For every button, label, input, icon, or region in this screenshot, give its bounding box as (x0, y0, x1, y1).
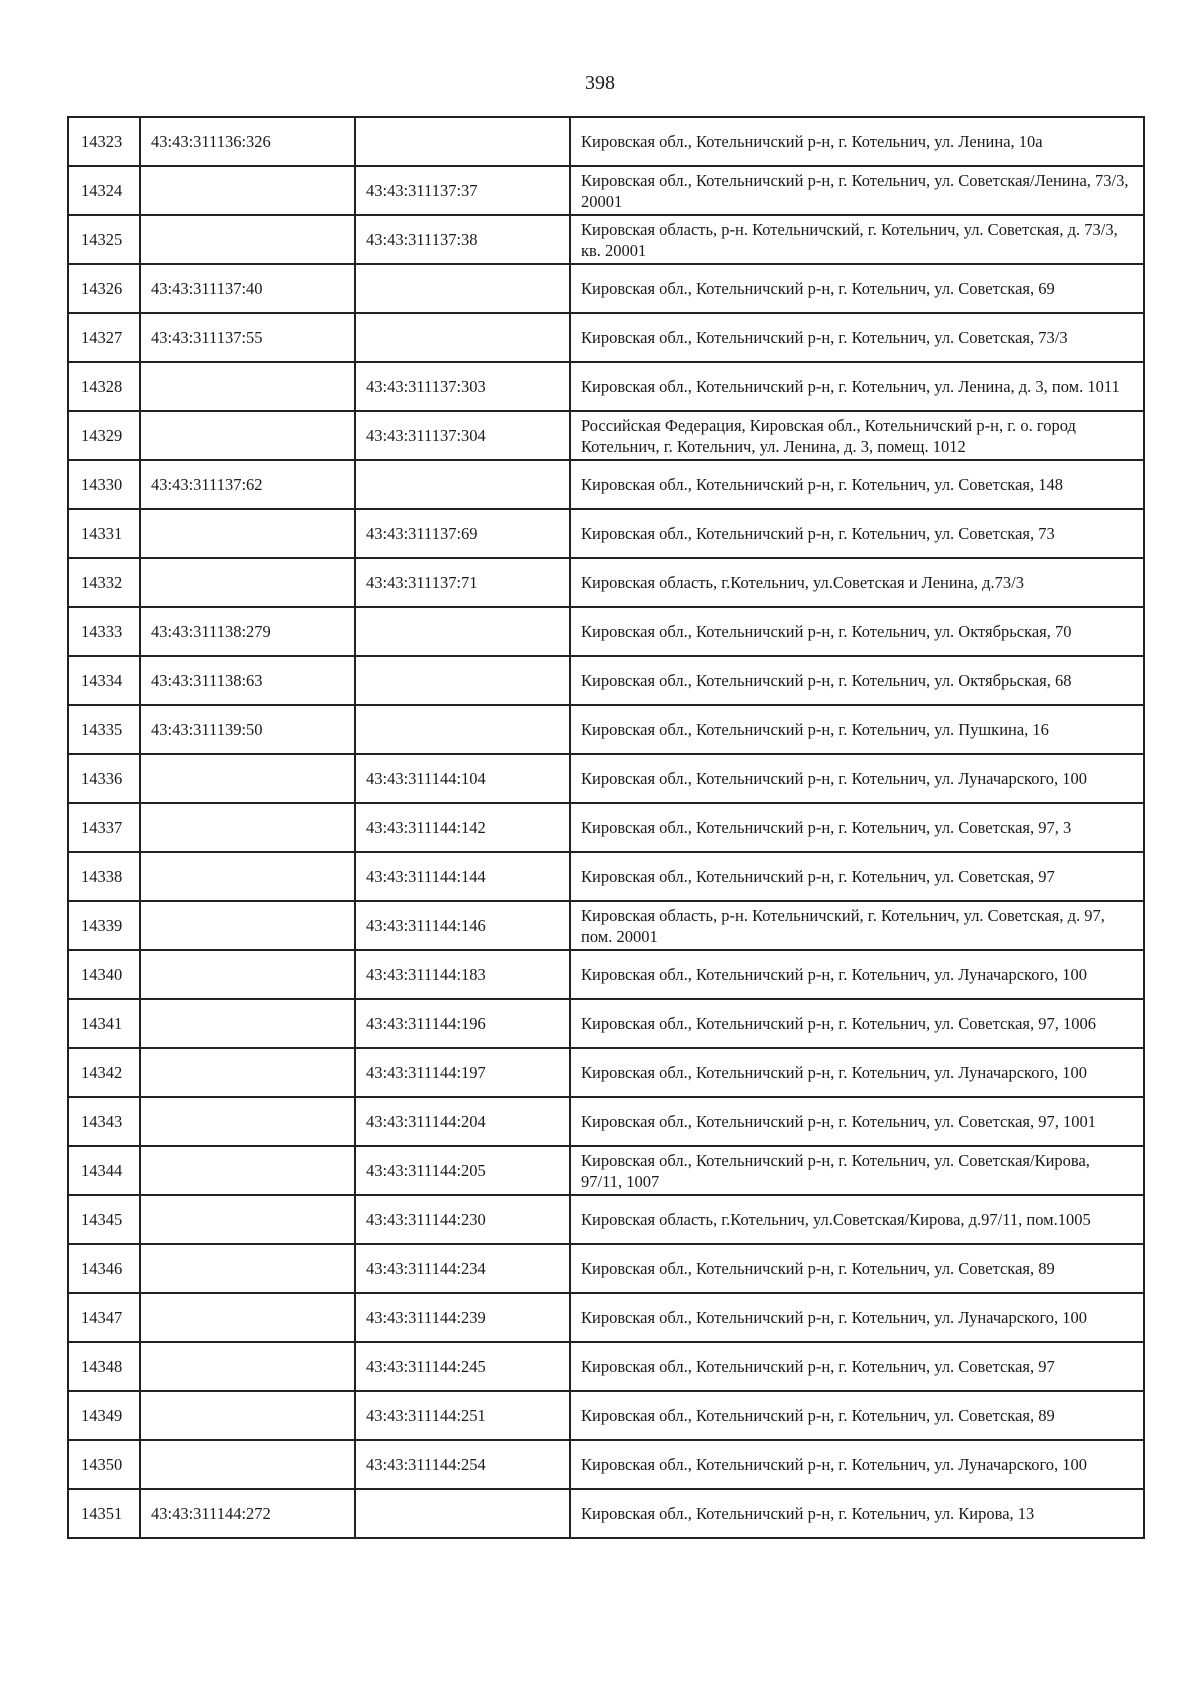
table-row (68, 852, 1144, 901)
row-number-cell: 14349 (68, 1391, 140, 1440)
row-number-cell: 14336 (68, 754, 140, 803)
row-number-cell: 14338 (68, 852, 140, 901)
address-cell: Кировская обл., Котельничский р-н, г. Котельнич, ул. Кирова, 13 (570, 1489, 1144, 1538)
address-cell: Кировская область, р-н. Котельничский, г. Котельнич, ул. Советская, д. 97, пом. 20001 (570, 901, 1144, 950)
address-cell: Кировская обл., Котельничский р-н, г. Котельнич, ул. Советская, 97, 1006 (570, 999, 1144, 1048)
address-cell: Кировская обл., Котельничский р-н, г. Котельнич, ул. Луначарского, 100 (570, 1440, 1144, 1489)
cadastral-number-cell: 43:43:311138:279 (140, 607, 355, 656)
related-cadastral-number-cell: 43:43:311144:196 (355, 999, 570, 1048)
cadastral-number-cell (140, 362, 355, 411)
cadastral-number-cell (140, 1146, 355, 1195)
related-cadastral-number-cell (355, 1489, 570, 1538)
address-cell: Кировская обл., Котельничский р-н, г. Котельнич, ул. Советская, 73 (570, 509, 1144, 558)
cadastral-number-cell (140, 901, 355, 950)
cadastral-number-cell: 43:43:311136:326 (140, 117, 355, 166)
table-row (68, 264, 1144, 313)
table-row (68, 607, 1144, 656)
row-number-cell: 14348 (68, 1342, 140, 1391)
related-cadastral-number-cell: 43:43:311137:38 (355, 215, 570, 264)
cadastral-number-cell (140, 950, 355, 999)
related-cadastral-number-cell: 43:43:311137:71 (355, 558, 570, 607)
cadastral-number-cell (140, 803, 355, 852)
related-cadastral-number-cell: 43:43:311144:239 (355, 1293, 570, 1342)
cadastral-number-cell: 43:43:311138:63 (140, 656, 355, 705)
table-row (68, 754, 1144, 803)
address-cell: Кировская обл., Котельничский р-н, г. Котельнич, ул. Пушкина, 16 (570, 705, 1144, 754)
address-cell: Кировская обл., Котельничский р-н, г. Котельнич, ул. Октябрьская, 70 (570, 607, 1144, 656)
table-row (68, 1293, 1144, 1342)
address-cell: Кировская обл., Котельничский р-н, г. Котельнич, ул. Луначарского, 100 (570, 950, 1144, 999)
related-cadastral-number-cell (355, 313, 570, 362)
address-cell: Кировская обл., Котельничский р-н, г. Котельнич, ул. Советская/Ленина, 73/3, 20001 (570, 166, 1144, 215)
address-cell: Кировская обл., Котельничский р-н, г. Котельнич, ул. Луначарского, 100 (570, 1048, 1144, 1097)
cadastral-number-cell (140, 1048, 355, 1097)
address-cell: Кировская область, г.Котельнич, ул.Советская и Ленина, д.73/3 (570, 558, 1144, 607)
row-number-cell: 14329 (68, 411, 140, 460)
row-number-cell: 14344 (68, 1146, 140, 1195)
row-number-cell: 14345 (68, 1195, 140, 1244)
cadastral-number-cell (140, 1244, 355, 1293)
table-row (68, 705, 1144, 754)
table-row (68, 411, 1144, 460)
row-number-cell: 14327 (68, 313, 140, 362)
address-cell: Кировская область, р-н. Котельничский, г. Котельнич, ул. Советская, д. 73/3, кв. 20001 (570, 215, 1144, 264)
cadastral-number-cell (140, 411, 355, 460)
row-number-cell: 14324 (68, 166, 140, 215)
related-cadastral-number-cell: 43:43:311144:251 (355, 1391, 570, 1440)
cadastral-number-cell (140, 1342, 355, 1391)
address-cell: Кировская обл., Котельничский р-н, г. Котельнич, ул. Октябрьская, 68 (570, 656, 1144, 705)
address-cell: Кировская обл., Котельничский р-н, г. Котельнич, ул. Советская, 148 (570, 460, 1144, 509)
row-number-cell: 14350 (68, 1440, 140, 1489)
row-number-cell: 14323 (68, 117, 140, 166)
cadastral-number-cell: 43:43:311137:62 (140, 460, 355, 509)
row-number-cell: 14328 (68, 362, 140, 411)
row-number-cell: 14325 (68, 215, 140, 264)
cadastral-number-cell (140, 999, 355, 1048)
related-cadastral-number-cell: 43:43:311144:197 (355, 1048, 570, 1097)
table-row (68, 1195, 1144, 1244)
row-number-cell: 14326 (68, 264, 140, 313)
address-cell: Кировская обл., Котельничский р-н, г. Котельнич, ул. Луначарского, 100 (570, 754, 1144, 803)
cadastral-number-cell (140, 558, 355, 607)
table-row (68, 803, 1144, 852)
page-number: 398 (585, 72, 615, 94)
related-cadastral-number-cell: 43:43:311137:303 (355, 362, 570, 411)
row-number-cell: 14337 (68, 803, 140, 852)
cadastral-number-cell: 43:43:311137:40 (140, 264, 355, 313)
table-row (68, 999, 1144, 1048)
table-row (68, 509, 1144, 558)
row-number-cell: 14332 (68, 558, 140, 607)
address-cell: Кировская обл., Котельничский р-н, г. Котельнич, ул. Советская, 69 (570, 264, 1144, 313)
related-cadastral-number-cell: 43:43:311144:245 (355, 1342, 570, 1391)
cadastral-number-cell (140, 1195, 355, 1244)
address-cell: Кировская обл., Котельничский р-н, г. Котельнич, ул. Советская, 97 (570, 852, 1144, 901)
table-row (68, 166, 1144, 215)
row-number-cell: 14346 (68, 1244, 140, 1293)
related-cadastral-number-cell: 43:43:311144:183 (355, 950, 570, 999)
row-number-cell: 14342 (68, 1048, 140, 1097)
related-cadastral-number-cell (355, 705, 570, 754)
address-cell: Кировская обл., Котельничский р-н, г. Котельнич, ул. Советская, 97, 1001 (570, 1097, 1144, 1146)
table-row (68, 1146, 1144, 1195)
related-cadastral-number-cell: 43:43:311144:146 (355, 901, 570, 950)
related-cadastral-number-cell: 43:43:311144:205 (355, 1146, 570, 1195)
table-row (68, 1489, 1144, 1538)
related-cadastral-number-cell (355, 607, 570, 656)
row-number-cell: 14330 (68, 460, 140, 509)
address-cell: Кировская обл., Котельничский р-н, г. Котельнич, ул. Советская, 73/3 (570, 313, 1144, 362)
related-cadastral-number-cell: 43:43:311144:144 (355, 852, 570, 901)
address-cell: Кировская обл., Котельничский р-н, г. Котельнич, ул. Советская, 97 (570, 1342, 1144, 1391)
table-row (68, 950, 1144, 999)
registry-table-body (68, 117, 1144, 1538)
address-cell: Российская Федерация, Кировская обл., Котельничский р-н, г. о. город Котельнич, г. Котельнич, ул. Ленина, д. 3, помещ. 1012 (570, 411, 1144, 460)
address-cell: Кировская обл., Котельничский р-н, г. Котельнич, ул. Ленина, д. 3, пом. 1011 (570, 362, 1144, 411)
registry-table (67, 116, 1145, 1539)
table-row (68, 1244, 1144, 1293)
related-cadastral-number-cell (355, 656, 570, 705)
related-cadastral-number-cell: 43:43:311137:69 (355, 509, 570, 558)
related-cadastral-number-cell (355, 460, 570, 509)
related-cadastral-number-cell: 43:43:311144:234 (355, 1244, 570, 1293)
table-row (68, 362, 1144, 411)
table-row (68, 215, 1144, 264)
cadastral-number-cell (140, 1097, 355, 1146)
row-number-cell: 14331 (68, 509, 140, 558)
row-number-cell: 14339 (68, 901, 140, 950)
table-row (68, 1048, 1144, 1097)
table-row (68, 656, 1144, 705)
cadastral-number-cell (140, 852, 355, 901)
table-row (68, 117, 1144, 166)
cadastral-number-cell (140, 166, 355, 215)
address-cell: Кировская обл., Котельничский р-н, г. Котельнич, ул. Советская, 97, 3 (570, 803, 1144, 852)
table-row (68, 1440, 1144, 1489)
address-cell: Кировская обл., Котельничский р-н, г. Котельнич, ул. Советская/Кирова, 97/11, 1007 (570, 1146, 1144, 1195)
cadastral-number-cell: 43:43:311144:272 (140, 1489, 355, 1538)
cadastral-number-cell: 43:43:311137:55 (140, 313, 355, 362)
row-number-cell: 14335 (68, 705, 140, 754)
cadastral-number-cell (140, 754, 355, 803)
address-cell: Кировская обл., Котельничский р-н, г. Котельнич, ул. Луначарского, 100 (570, 1293, 1144, 1342)
address-cell: Кировская обл., Котельничский р-н, г. Котельнич, ул. Советская, 89 (570, 1391, 1144, 1440)
table-row (68, 313, 1144, 362)
table-row (68, 1391, 1144, 1440)
address-cell: Кировская обл., Котельничский р-н, г. Котельнич, ул. Советская, 89 (570, 1244, 1144, 1293)
table-row (68, 460, 1144, 509)
cadastral-number-cell: 43:43:311139:50 (140, 705, 355, 754)
cadastral-number-cell (140, 1440, 355, 1489)
address-cell: Кировская обл., Котельничский р-н, г. Котельнич, ул. Ленина, 10а (570, 117, 1144, 166)
cadastral-number-cell (140, 1293, 355, 1342)
row-number-cell: 14334 (68, 656, 140, 705)
row-number-cell: 14333 (68, 607, 140, 656)
related-cadastral-number-cell (355, 117, 570, 166)
related-cadastral-number-cell: 43:43:311144:104 (355, 754, 570, 803)
related-cadastral-number-cell: 43:43:311144:142 (355, 803, 570, 852)
table-row (68, 1342, 1144, 1391)
row-number-cell: 14341 (68, 999, 140, 1048)
row-number-cell: 14343 (68, 1097, 140, 1146)
related-cadastral-number-cell (355, 264, 570, 313)
cadastral-number-cell (140, 1391, 355, 1440)
row-number-cell: 14347 (68, 1293, 140, 1342)
related-cadastral-number-cell: 43:43:311144:204 (355, 1097, 570, 1146)
row-number-cell: 14351 (68, 1489, 140, 1538)
related-cadastral-number-cell: 43:43:311137:37 (355, 166, 570, 215)
related-cadastral-number-cell: 43:43:311137:304 (355, 411, 570, 460)
address-cell: Кировская область, г.Котельнич, ул.Советская/Кирова, д.97/11, пом.1005 (570, 1195, 1144, 1244)
table-row (68, 901, 1144, 950)
row-number-cell: 14340 (68, 950, 140, 999)
table-row (68, 1097, 1144, 1146)
cadastral-number-cell (140, 215, 355, 264)
table-row (68, 558, 1144, 607)
cadastral-number-cell (140, 509, 355, 558)
related-cadastral-number-cell: 43:43:311144:230 (355, 1195, 570, 1244)
related-cadastral-number-cell: 43:43:311144:254 (355, 1440, 570, 1489)
